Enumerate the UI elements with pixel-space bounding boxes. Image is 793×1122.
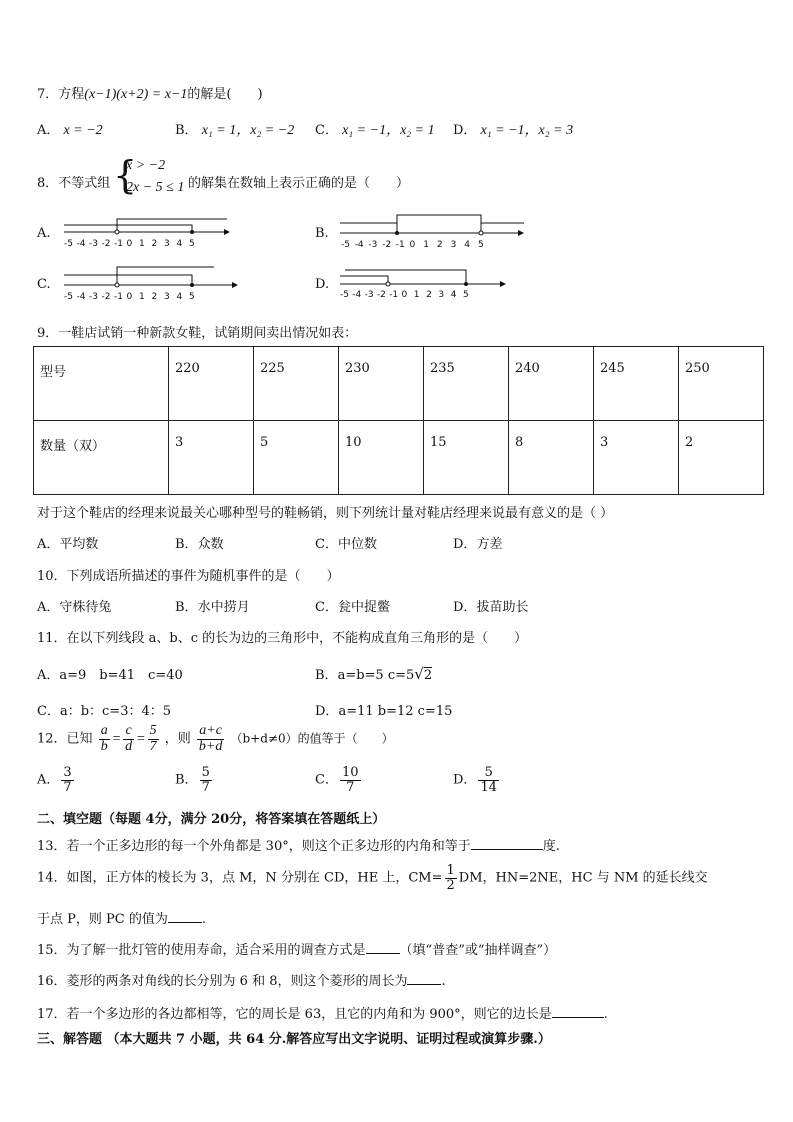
number-line-b (340, 211, 530, 253)
tick-label: -3 (89, 292, 98, 302)
tick-label: 3 (164, 292, 170, 302)
q9-question: 对于这个鞋店的经理来说最关心哪种型号的鞋畅销，则下列统计量对鞋店经理来说最有意义的是（ ） (37, 506, 614, 521)
tick-label: -2 (101, 239, 111, 249)
table-cell: 240 (509, 347, 594, 421)
tick-label: 4 (176, 239, 183, 249)
tick-label: 1 (139, 239, 145, 249)
table-cell: 数量（双） (34, 421, 169, 495)
q13: 13．若一个正多边形的每一个外角都是 30°，则这个正多边形的内角和等于 度. (37, 839, 560, 854)
q10-option-b: B．水中捞月 (175, 600, 250, 615)
q9-option-d: D．方差 (453, 537, 503, 552)
q10-option-d: D．拔苗助长 (453, 600, 529, 615)
tick-label: -4 (354, 240, 364, 250)
table-cell: 型号 (34, 347, 169, 421)
q8-option-d-label: D. (315, 277, 330, 292)
table-cell: 10 (339, 421, 424, 495)
table-cell: 5 (254, 421, 339, 495)
q12-option-d: D． $\frac{5}{14}$ (453, 765, 497, 795)
number-line-d (340, 266, 515, 306)
q7-option-a: A． x = −2 (37, 123, 103, 138)
number-line-a (64, 215, 234, 255)
tick-label: -5 (64, 292, 73, 302)
tick-label: 5 (463, 290, 469, 300)
q8-ineq1: x > −2 (126, 158, 166, 173)
table-row (34, 421, 764, 495)
table-cell: 225 (254, 347, 339, 421)
tick-label: -2 (376, 290, 386, 300)
q17: 17．若一个多边形的各边都相等，它的周长是 63，且它的内角和为 900°，则它的边长是 . (37, 1007, 608, 1022)
tick-label: 0 (409, 240, 416, 250)
q12-stem: 12．已知 $\frac{a}{b}$ = $\frac{c}{d}$ = $\frac{5}{7}$ ，则 $\frac{a+c}{b+d}$ （b+d≠0）的值等于（ ） (37, 723, 394, 754)
tick-label: 3 (450, 240, 457, 250)
tick-label: -2 (382, 240, 392, 250)
tick-label: 0 (401, 290, 408, 300)
q10-option-c: C．瓮中捉鳖 (315, 600, 390, 615)
tick-label: 0 (126, 292, 133, 302)
q7-equation: (x−1)(x+2) = x−1 (84, 87, 188, 102)
q16: 16．菱形的两条对角线的长分别为 6 和 8，则这个菱形的周长为 . (37, 974, 446, 989)
tick-label: -1 (395, 240, 405, 250)
table-cell: 8 (509, 421, 594, 495)
table-cell: 235 (424, 347, 509, 421)
table-cell: 15 (424, 421, 509, 495)
tick-label: -4 (76, 292, 86, 302)
tick-label: 5 (189, 239, 195, 249)
table-cell: 250 (679, 347, 764, 421)
q14-line1: 14．如图，正方体的棱长为 3，点 M，N 分别在 CD，HE 上，CM= $\frac{1}{2}$ DM，HN=2NE，HC 与 NM 的延长线交 (37, 863, 708, 893)
q8-ineq2: 2x − 5 ≤ 1 (126, 180, 185, 195)
tick-label: -5 (64, 239, 73, 249)
tick-label: -5 (341, 240, 350, 250)
q8-prefix: 8．不等式组 (37, 176, 111, 191)
q8-option-b-label: B. (315, 226, 329, 241)
table-cell: 2 (679, 421, 764, 495)
table-cell: 245 (594, 347, 679, 421)
q11-option-a: A．a=9 b=41 c=40 (37, 668, 183, 683)
tick-label: 1 (139, 292, 145, 302)
q7-prefix: 7．方程 (37, 87, 85, 102)
tick-label: 3 (164, 239, 170, 249)
tick-label: 2 (436, 240, 443, 250)
q8-option-a-label: A. (37, 226, 51, 241)
q7-option-d: D． x₁ = −1，x₂ = 3 (453, 123, 574, 138)
tick-label: 3 (438, 290, 445, 300)
tick-label: 4 (450, 290, 457, 300)
tick-label: -1 (114, 292, 123, 302)
q7-suffix: 的解是( ) (187, 87, 263, 102)
tick-label: -3 (89, 239, 98, 249)
tick-label: 1 (413, 290, 420, 300)
tick-label: -3 (364, 290, 374, 300)
section-3-heading: 三、解答题 （本大题共 7 小题，共 64 分.解答应写出文字说明、证明过程或演算步骤.） (37, 1032, 551, 1047)
q9-option-c: C．中位数 (315, 537, 377, 552)
sales-table (33, 346, 764, 495)
q9-option-a: A．平均数 (37, 537, 99, 552)
tick-label: 5 (478, 240, 484, 250)
q7-option-b: B． x₁ = 1，x₂ = −2 (175, 123, 295, 138)
tick-label: -5 (340, 290, 349, 300)
q14-line2: 于点 P，则 PC 的值为 . (37, 912, 206, 927)
tick-label: 2 (151, 239, 158, 249)
q11-option-c: C．a：b：c=3：4：5 (37, 704, 172, 719)
tick-label: 2 (426, 290, 432, 300)
q9-stem: 9．一鞋店试销一种新款女鞋，试销期间卖出情况如表： (37, 326, 358, 341)
number-line-c (64, 263, 239, 305)
q11-stem: 11．在以下列线段 a、b、c 的长为边的三角形中，不能构成直角三角形的是（ ） (37, 631, 528, 646)
tick-label: 4 (464, 240, 471, 250)
q11-option-d: D．a=11 b=12 c=15 (315, 704, 453, 719)
tick-label: -3 (368, 240, 378, 250)
table-row (34, 347, 764, 421)
q10-option-a: A．守株待兔 (37, 600, 112, 615)
table-cell: 3 (169, 421, 254, 495)
q7-stem (37, 83, 263, 103)
tick-label: 5 (189, 292, 195, 302)
q8-suffix: 的解集在数轴上表示正确的是（ ） (188, 176, 410, 191)
q12-option-b: B． $\frac{5}{7}$ (175, 765, 210, 795)
q10-stem: 10．下列成语所描述的事件为随机事件的是（ ） (37, 569, 340, 584)
tick-label: 1 (423, 240, 429, 250)
q7-option-c: C． x₁ = −1，x₂ = 1 (315, 123, 435, 138)
table-cell: 220 (169, 347, 254, 421)
section-2-heading: 二、填空题（每题 4分，满分 20分，将答案填在答题纸上） (37, 812, 386, 827)
tick-label: -1 (389, 290, 399, 300)
tick-label: 4 (176, 292, 183, 302)
tick-label: -2 (101, 292, 111, 302)
tick-label: -1 (114, 239, 123, 249)
q11-option-b: B．a=b=5 c=5√2 (315, 665, 433, 683)
q9-option-b: B．众数 (175, 537, 224, 552)
table-cell: 3 (594, 421, 679, 495)
table-cell: 230 (339, 347, 424, 421)
brace-glyph: { (113, 153, 138, 197)
tick-label: -4 (352, 290, 362, 300)
q12-option-a: A． $\frac{3}{7}$ (37, 765, 72, 795)
q15: 15．为了解一批灯管的使用寿命，适合采用的调查方式是 （填“普查”或“抽样调查”） (37, 943, 557, 958)
q8-option-c-label: C. (37, 277, 51, 292)
q12-option-c: C． $\frac{10}{7}$ (315, 765, 359, 795)
tick-label: 0 (126, 239, 133, 249)
tick-label: -4 (76, 239, 86, 249)
tick-label: 2 (151, 292, 158, 302)
